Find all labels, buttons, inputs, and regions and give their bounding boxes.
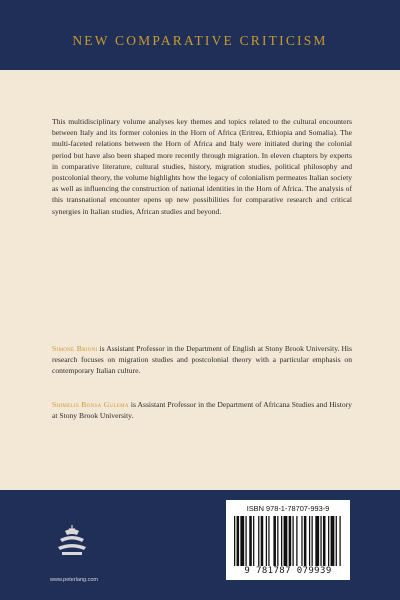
barcode-digits: 9 781787 079939 bbox=[244, 566, 332, 576]
author-bio-1 bbox=[52, 343, 352, 377]
barcode-bars bbox=[234, 516, 342, 566]
author-bio-text: is Assistant Professor in the Department of Africana Studies and History at Stony Brook University. bbox=[52, 400, 352, 421]
author-bio-text: is Assistant Professor in the Department of English at Stony Brook University. His research focuses on migration studies and postcolonial theory with a particular emphasis on contemporary Italian culture. bbox=[52, 344, 352, 376]
author-name: Shimelis Bonsa Gulema bbox=[52, 400, 129, 409]
book-description: This multidisciplinary volume analyses key themes and topics related to the cultural encounters between Italy and its former colonies in the Horn of Africa (Eritrea, Ethiopia and Somalia). The multi-faceted relations between the Horn of Africa and Italy were initiated during the colonial period but have also been shaped more recently through migration. In eleven chapters by experts in comparative literature, cultural studies, history, migration studies, political philosophy and postcolonial theory, the volume highlights how the legacy of colonialism permeates Italian society as well as influencing the construction of national identities in the Horn of Africa. The analysis of this transnational encounter opens up new possibilities for comparative research and critical synergies in Italian studies, African studies and beyond. bbox=[52, 117, 352, 216]
lamp-icon bbox=[56, 523, 88, 557]
series-title: NEW COMPARATIVE CRITICISM bbox=[72, 33, 328, 48]
barcode-box bbox=[226, 500, 350, 580]
isbn-label: ISBN 978-1-78707-993-9 bbox=[246, 504, 330, 513]
author-name: Simone Brioni bbox=[52, 344, 98, 353]
author-bio-2 bbox=[52, 399, 352, 421]
publisher-website: www.peterlang.com bbox=[50, 577, 98, 583]
